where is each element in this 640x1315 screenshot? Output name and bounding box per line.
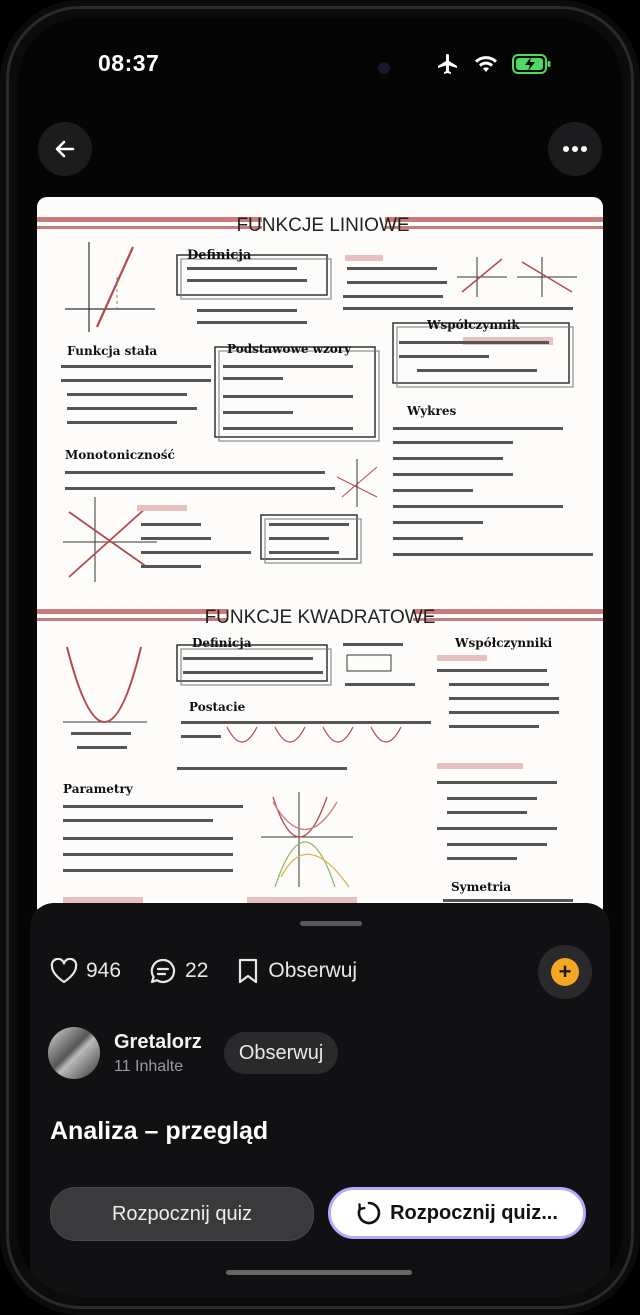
sheet-drag-handle[interactable] [300, 921, 362, 926]
parabola-graph [63, 647, 147, 722]
heading-funkcja-stala: Funkcja stała [67, 344, 158, 358]
more-options-button[interactable] [548, 122, 602, 176]
heading-symetria: Symetria [451, 880, 512, 894]
start-ai-quiz-label: Rozpocznij quiz... [390, 1201, 558, 1224]
arrow-left-icon [53, 137, 77, 161]
ellipsis-icon [562, 145, 588, 153]
save-label: Obserwuj [268, 959, 358, 982]
heading-monotonicznosc: Monotoniczność [65, 448, 175, 462]
like-count: 946 [86, 959, 122, 982]
heading-podstawowe-wzory: Podstawowe wzory [227, 342, 352, 356]
heading-wspolczynniki: Współczynniki [455, 636, 553, 650]
home-indicator[interactable] [226, 1270, 412, 1275]
section2-title: FUNKCJE KWADRATOWE [204, 607, 436, 628]
status-icons [436, 52, 552, 76]
post-title: Analiza – przegląd [50, 1117, 269, 1145]
heading-wykres: Wykres [407, 404, 457, 418]
loading-spinner-icon [356, 1200, 382, 1226]
author-name: Gretalorz [114, 1030, 202, 1053]
author-row [48, 1027, 338, 1079]
start-quiz-label: Rozpocznij quiz [111, 1202, 253, 1225]
bookmark-icon [236, 957, 260, 985]
comment-button[interactable] [149, 957, 208, 985]
heading-wspolczynnik: Współczynnik [427, 318, 520, 332]
author-content-count: 11 Inhalte [114, 1057, 184, 1075]
airplane-icon [436, 52, 460, 76]
parabola-family-graph [261, 792, 353, 887]
linear-graph [65, 242, 155, 332]
back-button[interactable] [38, 122, 92, 176]
battery-charging-icon [512, 53, 552, 75]
comment-count: 22 [185, 959, 209, 982]
section1-title: FUNKCJE LINIOWE [236, 215, 410, 236]
avatar[interactable] [48, 1027, 100, 1079]
plus-icon: + [551, 958, 579, 986]
screen [18, 18, 622, 1297]
save-button[interactable] [236, 957, 357, 985]
status-bar [18, 48, 622, 84]
heading-definicja-1: Definicja [187, 248, 252, 263]
front-camera [378, 62, 390, 74]
wifi-icon [474, 54, 498, 74]
heart-icon [50, 958, 78, 984]
document-page [37, 197, 603, 917]
bottom-sheet [30, 903, 610, 1297]
like-button[interactable] [50, 958, 121, 984]
status-time: 08:37 [98, 50, 160, 76]
document-preview[interactable] [37, 197, 603, 917]
cross-graph [337, 459, 377, 507]
action-bar [50, 957, 385, 985]
comment-icon [149, 957, 177, 985]
heading-parametry: Parametry [63, 782, 133, 796]
heading-definicja-2: Definicja [192, 636, 252, 650]
start-quiz-button[interactable] [50, 1187, 314, 1241]
follow-button[interactable]: Obserwuj [224, 1032, 338, 1074]
author-info[interactable] [114, 1031, 202, 1076]
slope-graph [457, 257, 577, 297]
heading-postacie: Postacie [189, 700, 246, 714]
start-ai-quiz-button[interactable] [328, 1187, 586, 1239]
add-button[interactable] [538, 945, 592, 999]
